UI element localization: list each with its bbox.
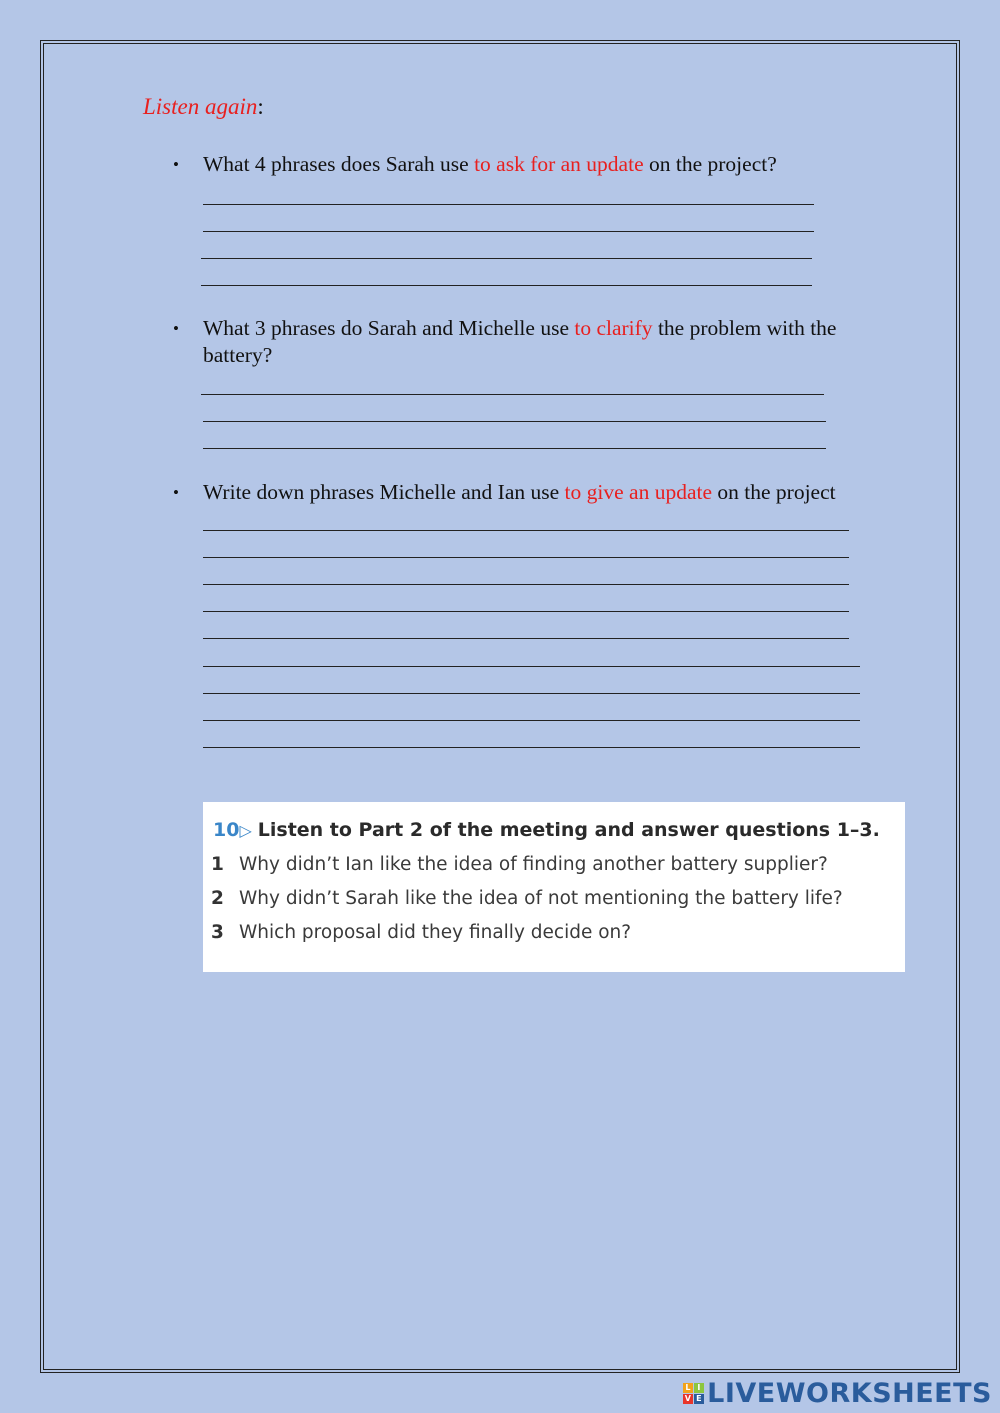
excerpt-question	[211, 854, 828, 875]
answer-line[interactable]	[201, 258, 812, 259]
track-number: 10	[213, 819, 240, 841]
answer-line[interactable]	[203, 720, 860, 721]
bullet-icon: •	[173, 483, 179, 502]
question-text: Write down phrases Michelle and Ian use	[203, 480, 565, 504]
logo-cell: L	[683, 1383, 693, 1393]
question-1	[203, 151, 903, 178]
answer-line[interactable]	[201, 285, 812, 286]
textbook-excerpt	[203, 802, 905, 972]
question-text: on the project	[712, 480, 836, 504]
item-number: 2	[211, 888, 224, 909]
answer-line[interactable]	[203, 693, 860, 694]
question-3	[203, 479, 903, 506]
question-text: What 4 phrases does Sarah use	[203, 152, 475, 176]
answer-line[interactable]	[203, 231, 814, 232]
answer-line[interactable]	[203, 204, 814, 205]
excerpt-title	[213, 819, 880, 841]
section-heading	[143, 94, 264, 120]
liveworksheets-logo-icon	[683, 1383, 704, 1404]
item-number: 3	[211, 922, 224, 943]
question-text: What 3 phrases do Sarah and Michelle use	[203, 316, 575, 340]
question-highlight: to clarify	[574, 316, 653, 340]
heading-colon: :	[257, 94, 264, 119]
excerpt-title-text: Listen to Part 2 of the meeting and answer questions 1–3.	[257, 819, 880, 841]
heading-text: Listen again	[143, 94, 258, 119]
item-text: Why didn’t Sarah like the idea of not mentioning the battery life?	[239, 888, 843, 909]
answer-line[interactable]	[201, 394, 824, 395]
bullet-icon: •	[173, 319, 179, 338]
answer-line[interactable]	[203, 584, 849, 585]
excerpt-question	[211, 922, 631, 943]
play-icon: ▷	[239, 821, 252, 840]
answer-line[interactable]	[203, 747, 860, 748]
question-text: the problem with the battery?	[203, 316, 837, 367]
question-text: on the project?	[643, 152, 777, 176]
question-highlight: to give an update	[564, 480, 713, 504]
page-border-inner	[43, 43, 957, 1370]
answer-line[interactable]	[203, 611, 849, 612]
item-text: Why didn’t Ian like the idea of finding another battery supplier?	[239, 854, 828, 875]
excerpt-question	[211, 888, 843, 909]
logo-cell: E	[694, 1394, 704, 1404]
answer-line[interactable]	[203, 666, 860, 667]
answer-line[interactable]	[203, 530, 849, 531]
logo-cell: I	[694, 1383, 704, 1393]
logo-cell: V	[684, 1394, 692, 1403]
answer-line[interactable]	[203, 557, 849, 558]
bullet-icon: •	[173, 155, 179, 174]
answer-line[interactable]	[203, 638, 849, 639]
liveworksheets-watermark	[683, 1378, 992, 1409]
item-number: 1	[211, 854, 224, 875]
answer-line[interactable]	[203, 421, 826, 422]
question-2	[203, 315, 903, 369]
watermark-text: LIVEWORKSHEETS	[707, 1378, 992, 1409]
question-highlight: to ask for an update	[474, 152, 644, 176]
item-text: Which proposal did they finally decide on?	[239, 922, 632, 943]
answer-line[interactable]	[203, 448, 826, 449]
